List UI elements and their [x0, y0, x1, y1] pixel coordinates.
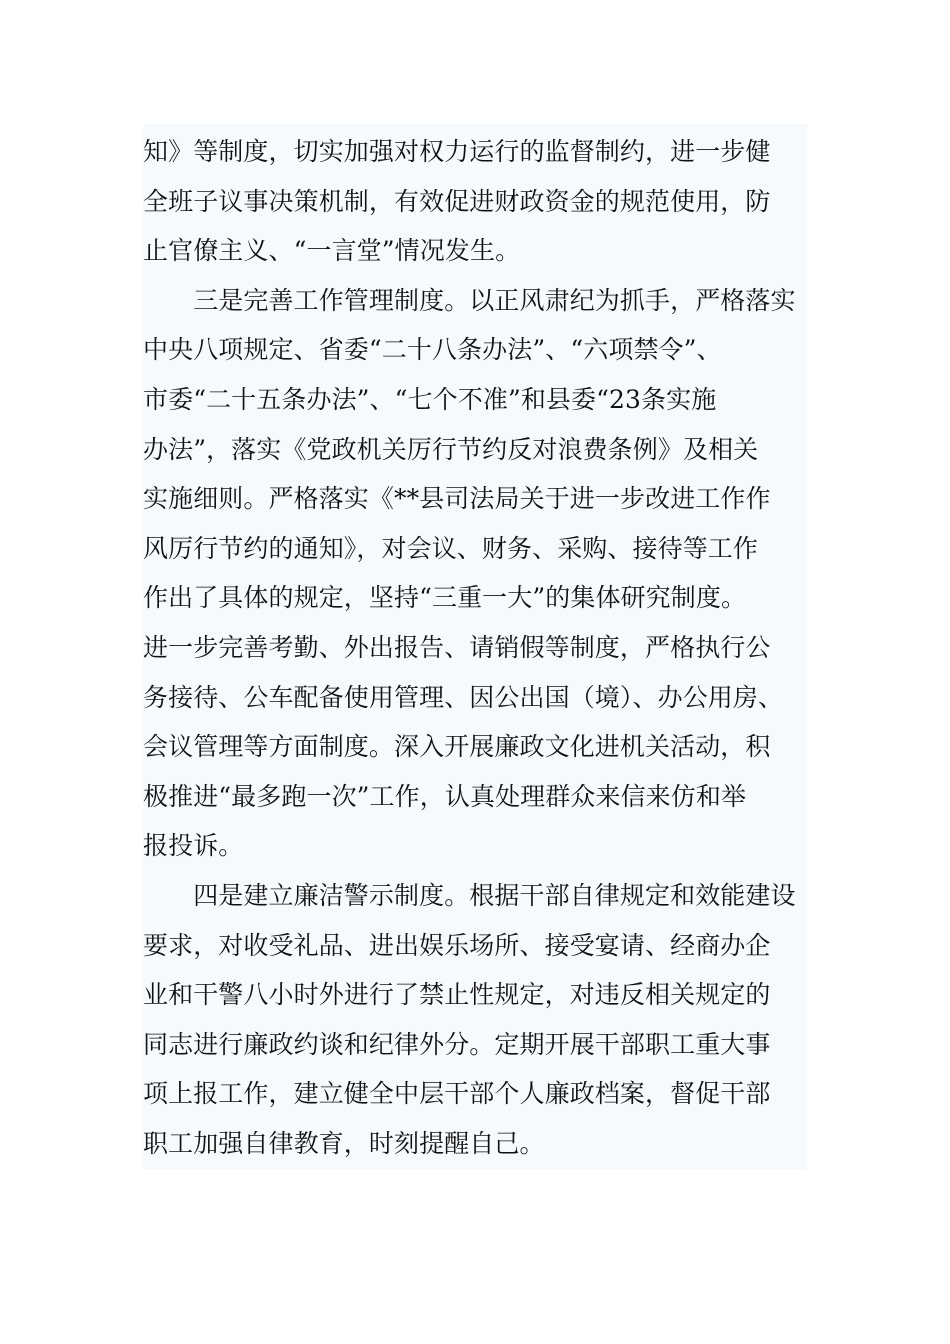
text-line: 四是建立廉洁警示制度。根据干部自律规定和效能建设 — [143, 880, 796, 910]
text-line: 知》等制度，切实加强对权力运行的监督制约，进一步健 — [143, 137, 771, 166]
text-line: 风厉行节约的通知》，对会议、财务、采购、接待等工作 — [143, 533, 759, 563]
text-line: 中央八项规定、省委“二十八条办法”、“六项禁令”、 — [143, 335, 722, 365]
paragraph-integrity-warning — [143, 871, 807, 1169]
text-line: 业和干警八小时外进行了禁止性规定，对违反相关规定的 — [143, 980, 771, 1010]
text-line: 实施细则。严格落实《**县司法局关于进一步改进工作作 — [143, 484, 771, 514]
paragraph-continuation — [143, 127, 807, 276]
document-body — [143, 124, 807, 1169]
text-line: 会议管理等方面制度。深入开展廉政文化进机关活动，积 — [143, 732, 771, 762]
text-line: 止官僚主义、“一言堂”情况发生。 — [143, 236, 521, 266]
text-line: 项上报工作，建立健全中层干部个人廉政档案，督促干部 — [143, 1079, 771, 1109]
text-line: 要求，对收受礼品、进出娱乐场所、接受宴请、经商办企 — [143, 930, 771, 960]
paragraph-work-management — [143, 276, 807, 871]
text-line: 同志进行廉政约谈和纪律外分。定期开展干部职工重大事 — [143, 1029, 771, 1059]
text-line: 三是完善工作管理制度。以正风肃纪为抓手，严格落实 — [143, 285, 796, 315]
text-line: 办法”，落实《党政机关厉行节约反对浪费条例》及相关 — [143, 434, 759, 464]
text-line: 全班子议事决策机制，有效促进财政资金的规范使用，防 — [143, 186, 771, 216]
text-line: 职工加强自律教育，时刻提醒自己。 — [143, 1128, 545, 1158]
text-line: 市委“二十五条办法”、“七个不准”和县委“23条实施 — [143, 384, 717, 414]
text-line: 极推进“最多跑一次”工作，认真处理群众来信来仿和举 — [143, 781, 747, 811]
text-line: 作出了具体的规定，坚持“三重一大”的集体研究制度。 — [143, 583, 747, 613]
text-line: 报投诉。 — [143, 831, 244, 861]
text-line: 进一步完善考勤、外出报告、请销假等制度，严格执行公 — [143, 632, 771, 662]
text-line: 务接待、公车配备使用管理、因公出国（境）、办公用房、 — [143, 682, 784, 712]
